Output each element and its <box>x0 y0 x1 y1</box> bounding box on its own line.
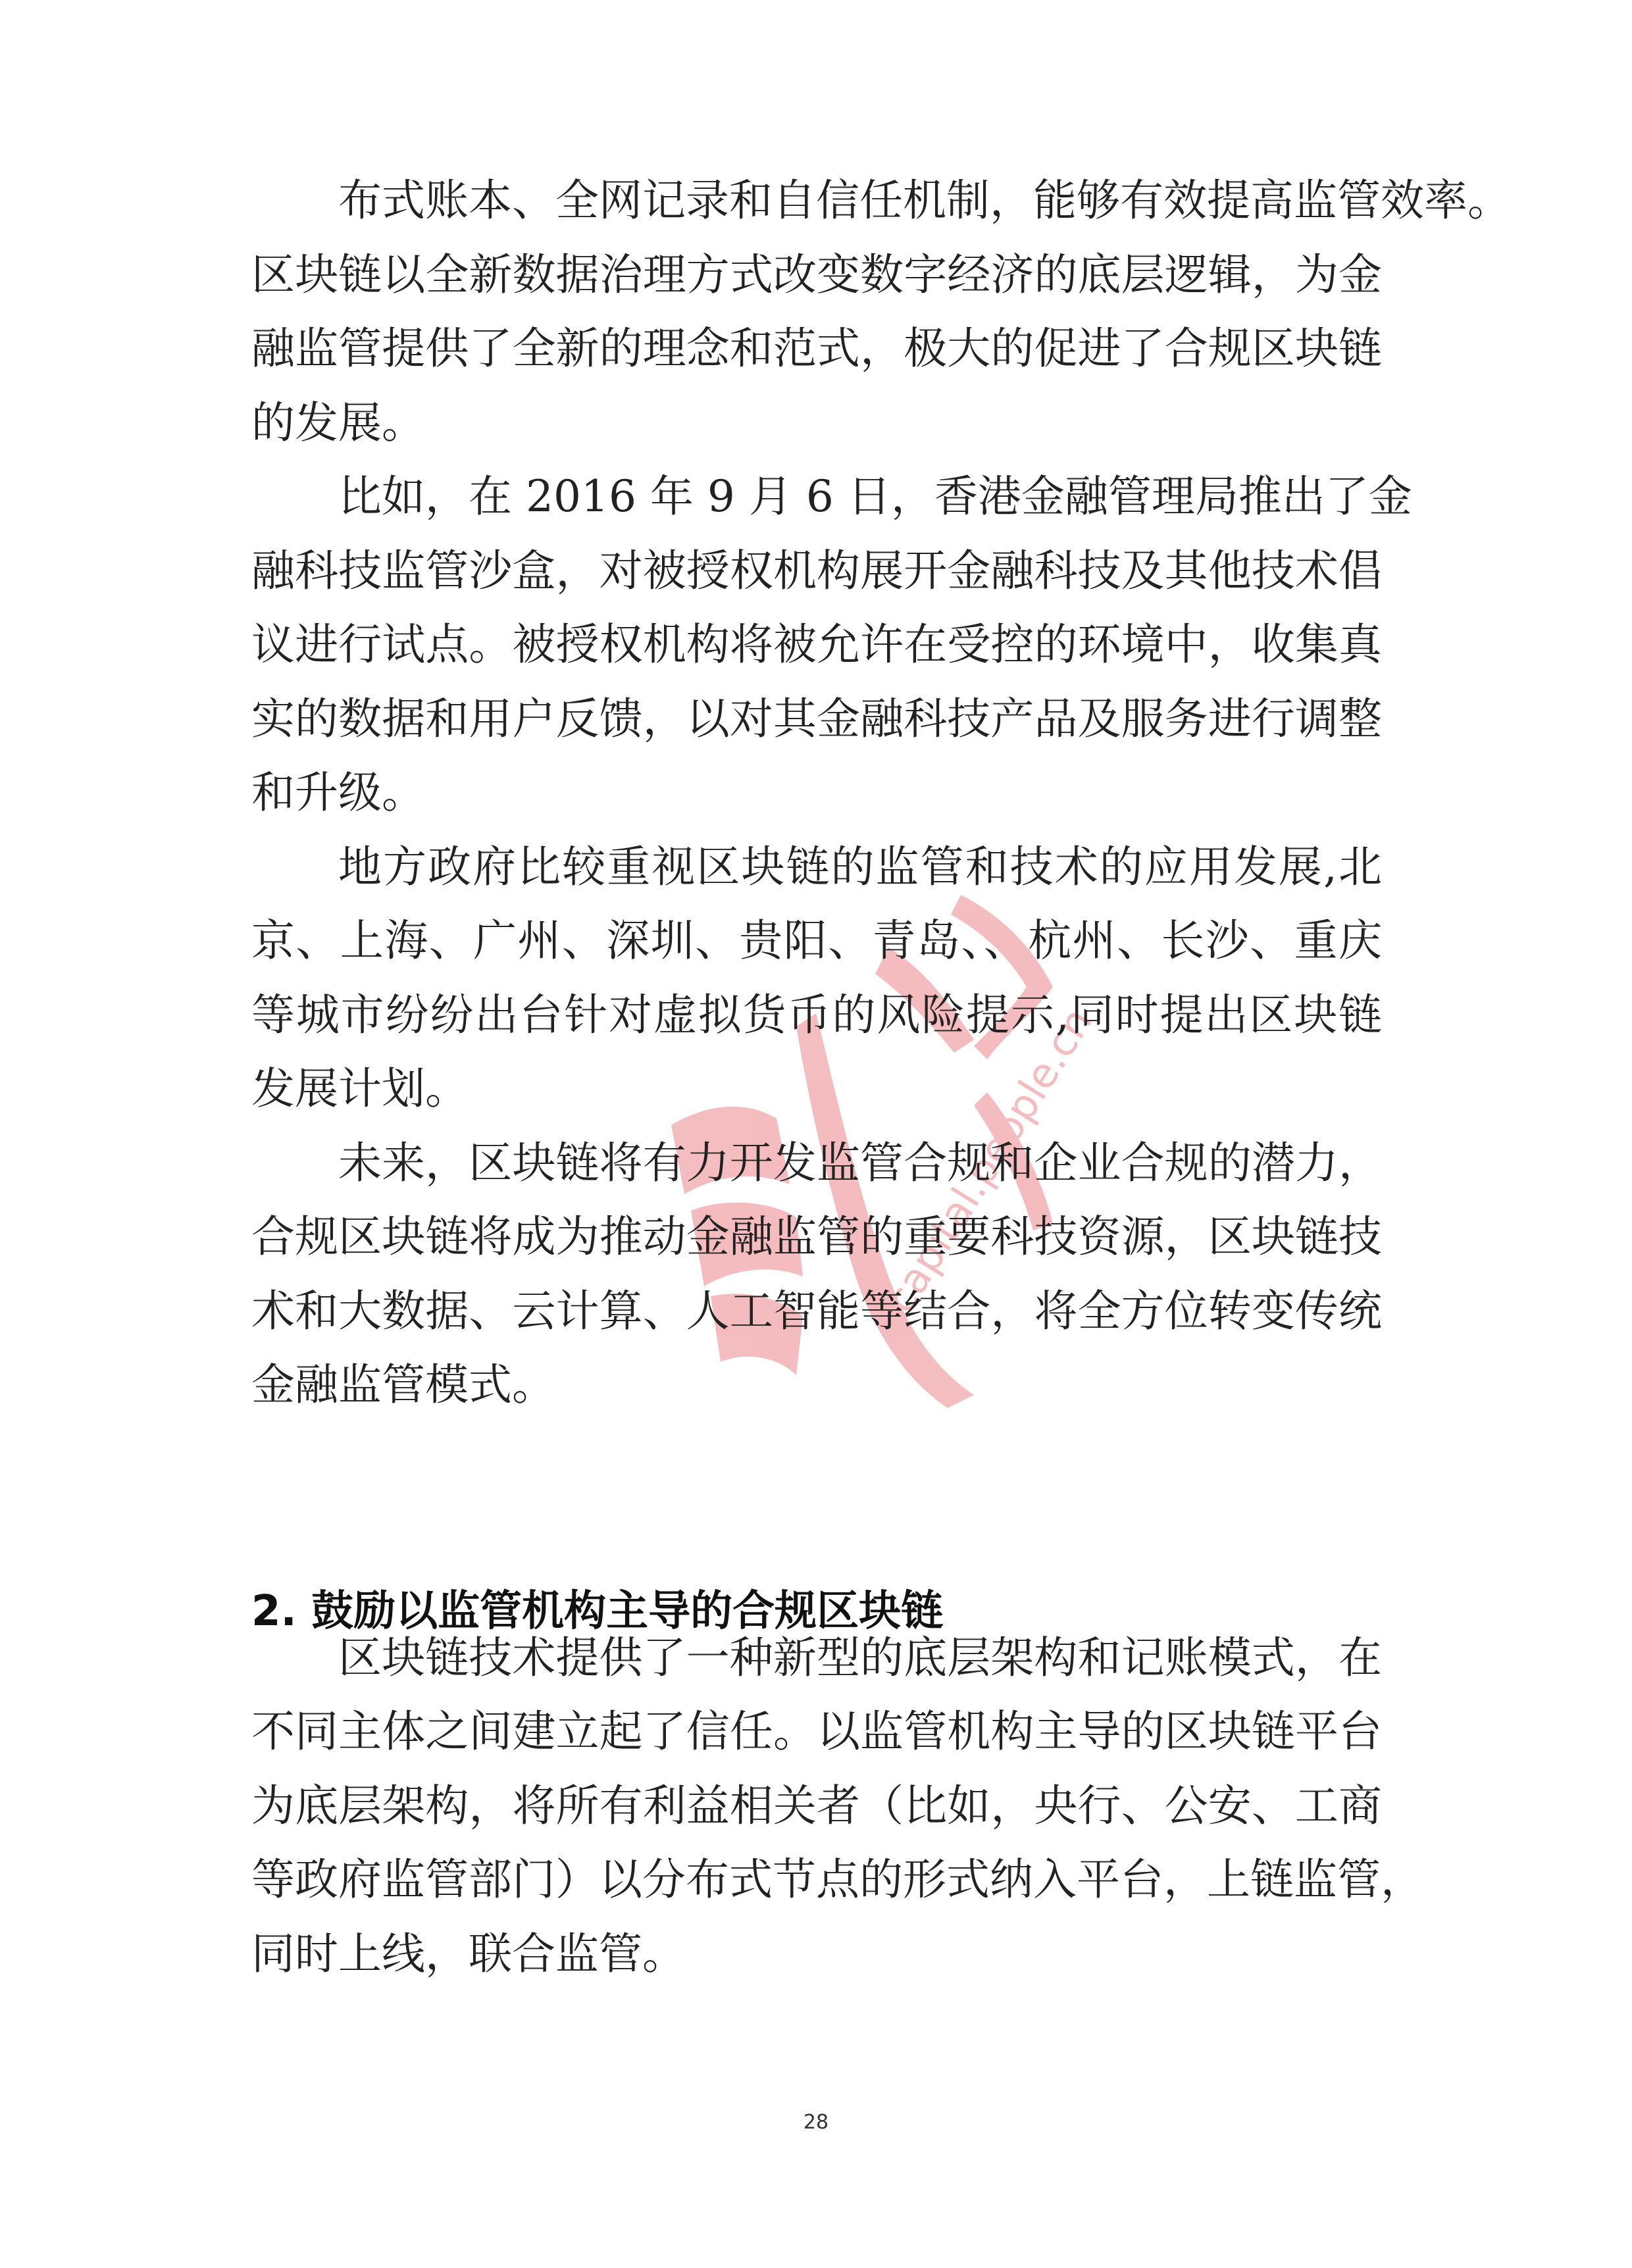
paragraph-line: 术和大数据、云计算、人工智能等结合，将全方位转变传统 <box>251 1286 1382 1336</box>
paragraph-line: 地方政府比较重视区块链的监管和技术的应用发展,北 <box>338 842 1382 892</box>
paragraph-line: 未来，区块链将有力开发监管合规和企业合规的潜力， <box>338 1138 1382 1188</box>
paragraph-line: 和升级。 <box>251 767 425 818</box>
section-heading: 2. 鼓励以监管机构主导的合规区块链 <box>251 1587 944 1636</box>
watermark-url-text: capital.people.cn <box>875 999 1102 1321</box>
paragraph-line: 等政府监管部门）以分布式节点的形式纳入平台，上链监管， <box>251 1854 1424 1905</box>
paragraph-line: 不同主体之间建立起了信任。以监管机构主导的区块链平台 <box>251 1706 1382 1757</box>
paragraph-line: 的发展。 <box>251 397 425 448</box>
paragraph-line: 融科技监管沙盒，对被授权机构展开金融科技及其他技术倡 <box>251 545 1382 596</box>
paragraph-line: 等城市纷纷出台针对虚拟货币的风险提示,同时提出区块链 <box>251 990 1382 1040</box>
paragraph-line: 议进行试点。被授权机构将被允许在受控的环境中，收集真 <box>251 619 1382 670</box>
paragraph-line: 区块链以全新数据治理方式改变数字经济的底层逻辑，为金 <box>251 249 1382 300</box>
paragraph-line: 合规区块链将成为推动金融监管的重要科技资源，区块链技 <box>251 1211 1382 1262</box>
paragraph-line: 京、上海、广州、深圳、贵阳、青岛、、杭州、长沙、重庆 <box>251 915 1382 966</box>
paragraph-line: 比如，在 2016 年 9 月 6 日，香港金融管理局推出了金 <box>338 471 1412 522</box>
paragraph-line: 区块链技术提供了一种新型的底层架构和记账模式，在 <box>338 1632 1382 1683</box>
paragraph-line: 发展计划。 <box>251 1063 469 1114</box>
paragraph-line: 同时上线，联合监管。 <box>251 1928 686 1979</box>
page-number: 28 <box>803 2111 829 2134</box>
paragraph-line: 布式账本、全网记录和自信任机制，能够有效提高监管效率。 <box>338 175 1511 226</box>
paragraph-line: 为底层架构，将所有利益相关者（比如，央行、公安、工商 <box>251 1780 1382 1831</box>
paragraph-line: 金融监管模式。 <box>251 1359 555 1410</box>
paragraph-line: 融监管提供了全新的理念和范式，极大的促进了合规区块链 <box>251 323 1382 374</box>
paragraph-line: 实的数据和用户反馈，以对其金融科技产品及服务进行调整 <box>251 693 1382 744</box>
